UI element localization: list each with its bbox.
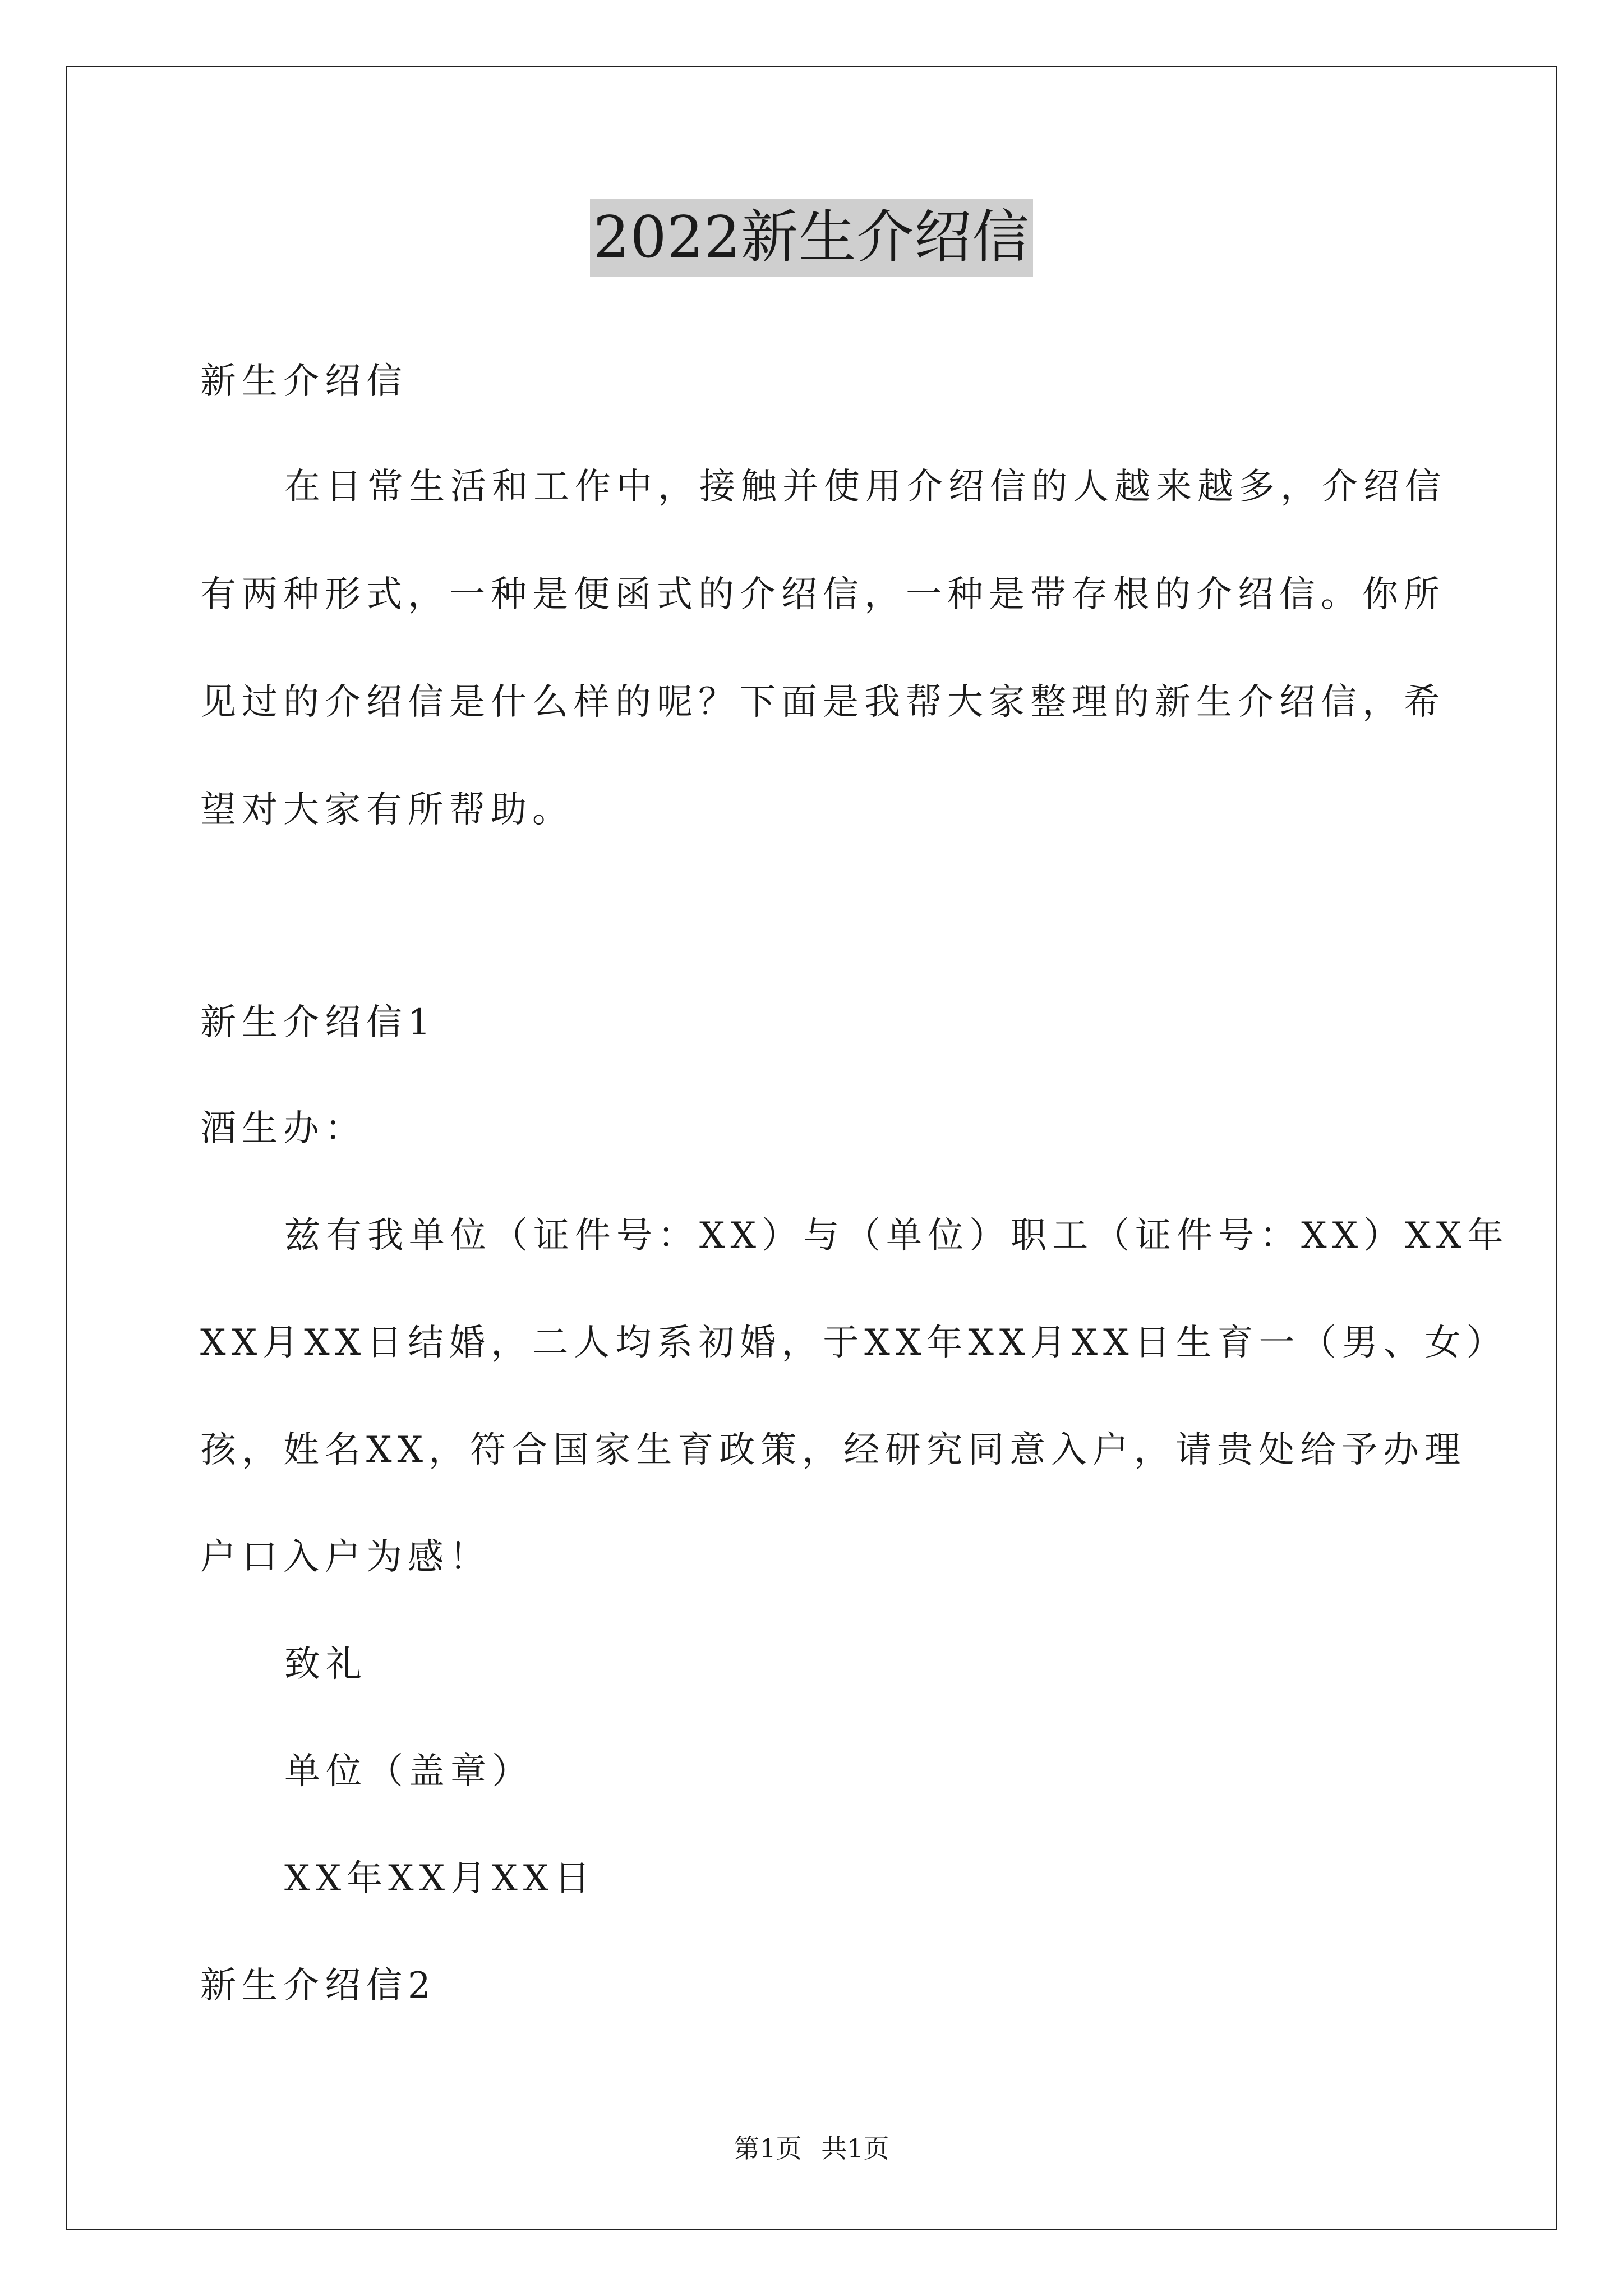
document-title: 2022新生介绍信 [590,199,1034,277]
paragraph-line: 望对大家有所帮助。 [200,789,574,831]
paragraph-line: 户口入户为感！ [200,1536,491,1578]
paragraph-line: 兹有我单位（证件号：XX）与（单位）职工（证件号：XX）XX年 [284,1215,1509,1257]
closing-regards: 致礼 [284,1644,367,1685]
paragraph-line: 有两种形式，一种是便函式的介绍信，一种是带存根的介绍信。你所 [200,574,1445,615]
paragraph-line: 孩，姓名XX，符合国家生育政策，经研究同意入户，请贵处给予办理 [200,1429,1467,1471]
signature-date: XX年XX月XX日 [284,1858,596,1899]
page-footer: 第1页 共1页 [734,2133,889,2164]
section-heading: 新生介绍信2 [200,1965,436,2007]
title-container [0,199,1623,277]
paragraph-line: XX月XX日结婚，二人均系初婚，于XX年XX月XX日生育一（男、女） [200,1322,1508,1364]
salutation: 酒生办： [200,1108,366,1149]
section-heading: 新生介绍信1 [200,1002,436,1043]
paragraph-line: 在日常生活和工作中，接触并使用介绍信的人越来越多，介绍信 [284,466,1446,508]
heading-intro: 新生介绍信 [200,361,408,402]
paragraph-line: 见过的介绍信是什么样的呢？下面是我帮大家整理的新生介绍信，希 [200,682,1445,723]
signature-unit: 单位（盖章） [284,1751,533,1792]
